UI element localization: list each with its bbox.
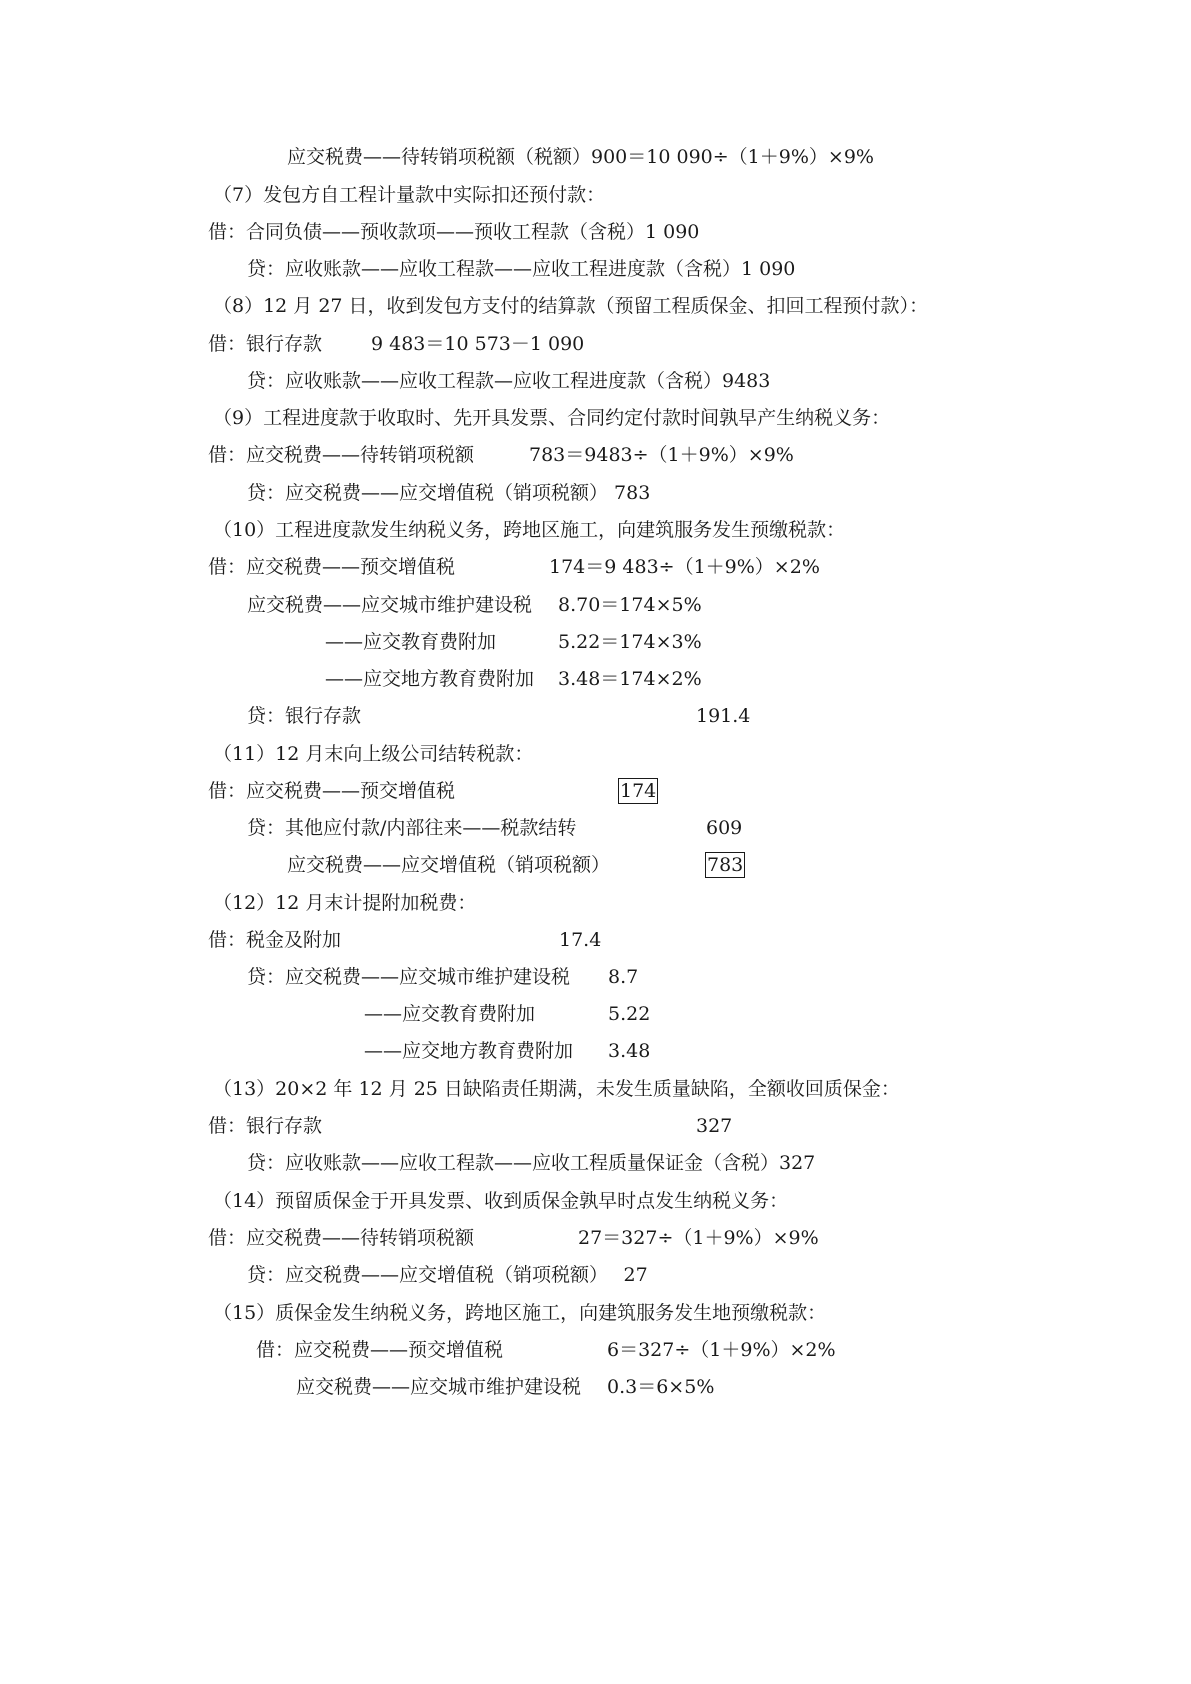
account-label: ——应交地方教育费附加 xyxy=(364,1040,574,1062)
account-label: 借：税金及附加 xyxy=(208,929,342,951)
amount-formula: 8.70＝174×5% xyxy=(558,594,702,616)
amount-value: 327 xyxy=(696,1115,733,1137)
credit-line: 贷：应收账款——应收工程款——应收工程质量保证金（含税）327 xyxy=(247,1152,816,1174)
credit-line: 贷：应收账款——应收工程款——应收工程进度款（含税）1 090 xyxy=(247,258,796,280)
step-heading: （9）工程进度款于收取时、先开具发票、合同约定付款时间孰早产生纳税义务： xyxy=(213,407,891,429)
step-heading: （10）工程进度款发生纳税义务，跨地区施工，向建筑服务发生预缴税款： xyxy=(213,519,846,541)
credit-line: 贷：应交税费——应交增值税（销项税额） 27 xyxy=(247,1264,648,1286)
boxed-amount: 174 xyxy=(620,780,657,802)
step-heading: （13）20×2 年 12 月 25 日缺陷责任期满，未发生质量缺陷，全额收回质保金： xyxy=(213,1078,900,1100)
amount-value: 5.22 xyxy=(608,1003,651,1025)
account-label: 借：应交税费——预交增值税 xyxy=(208,556,456,578)
account-label: 应交税费——应交城市维护建设税 xyxy=(247,594,533,616)
step-heading: （15）质保金发生纳税义务，跨地区施工，向建筑服务发生地预缴税款： xyxy=(213,1302,827,1324)
amount-value: 609 xyxy=(706,817,743,839)
account-label: ——应交教育费附加 xyxy=(364,1003,536,1025)
account-label: 借：银行存款 xyxy=(208,1115,323,1137)
amount-formula: 174＝9 483÷（1＋9%）×2% xyxy=(549,556,820,578)
account-label: 贷：应交税费——应交城市维护建设税 xyxy=(247,966,571,988)
amount-value: 3.48 xyxy=(608,1040,651,1062)
credit-line: 贷：应交税费——应交增值税（销项税额） 783 xyxy=(247,482,651,504)
boxed-amount: 783 xyxy=(707,854,744,876)
amount-formula: 27＝327÷（1＋9%）×9% xyxy=(578,1227,819,1249)
account-label: 应交税费——应交增值税（销项税额） xyxy=(287,854,611,876)
amount-formula: 5.22＝174×3% xyxy=(558,631,702,653)
amount-value: 17.4 xyxy=(559,929,602,951)
amount-formula: 783＝9483÷（1＋9%）×9% xyxy=(529,444,794,466)
account-label: 借：应交税费——预交增值税 xyxy=(208,780,456,802)
account-label: 借：银行存款 xyxy=(208,333,323,355)
debit-line: 借：合同负债——预收款项——预收工程款（含税）1 090 xyxy=(208,221,700,243)
account-label: 借：应交税费——待转销项税额 xyxy=(208,444,475,466)
account-label: ——应交教育费附加 xyxy=(325,631,497,653)
account-label: 贷：其他应付款/内部往来——税款结转 xyxy=(247,817,577,839)
step-heading: （11）12 月末向上级公司结转税款： xyxy=(213,743,534,765)
entry-line: 应交税费——待转销项税额（税额）900＝10 090÷（1＋9%）×9% xyxy=(287,146,874,168)
account-label: 借：应交税费——待转销项税额 xyxy=(208,1227,475,1249)
amount-value: 8.7 xyxy=(608,966,639,988)
amount-value: 191.4 xyxy=(696,705,751,727)
credit-line: 贷：应收账款——应收工程款—应收工程进度款（含税）9483 xyxy=(247,370,771,392)
amount-formula: 9 483＝10 573－1 090 xyxy=(371,333,585,355)
amount-formula: 3.48＝174×2% xyxy=(558,668,702,690)
account-label: 应交税费——应交城市维护建设税 xyxy=(296,1376,582,1398)
step-heading: （12）12 月末计提附加税费： xyxy=(213,892,477,914)
step-heading: （8）12 月 27 日，收到发包方支付的结算款（预留工程质保金、扣回工程预付款）： xyxy=(213,295,929,317)
account-label: ——应交地方教育费附加 xyxy=(325,668,535,690)
account-label: 借：应交税费——预交增值税 xyxy=(256,1339,504,1361)
debit-line xyxy=(296,1375,715,1471)
amount-formula: 6＝327÷（1＋9%）×2% xyxy=(607,1339,836,1361)
step-heading: （14）预留质保金于开具发票、收到质保金孰早时点发生纳税义务： xyxy=(213,1190,789,1212)
amount-formula: 0.3＝6×5% xyxy=(607,1376,715,1398)
step-heading: （7）发包方自工程计量款中实际扣还预付款： xyxy=(213,184,606,206)
account-label: 贷：银行存款 xyxy=(247,705,362,727)
